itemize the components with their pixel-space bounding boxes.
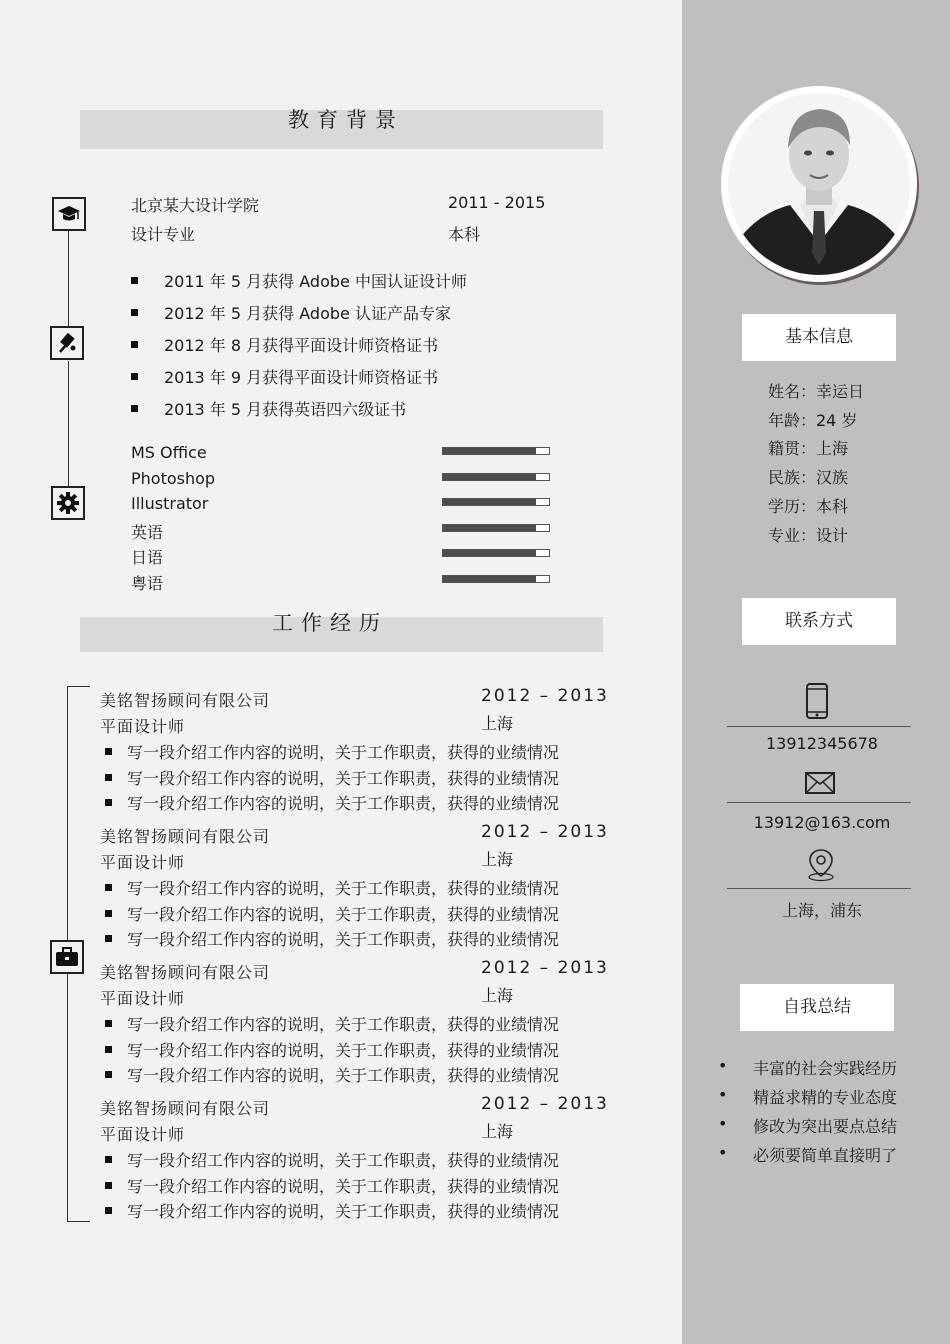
skill-bar-fill bbox=[443, 525, 536, 531]
mail-icon bbox=[805, 772, 835, 798]
basic-info-item: 民族：汉族 bbox=[768, 468, 849, 488]
skill-name: 英语 bbox=[131, 522, 164, 542]
bullet: • bbox=[718, 1114, 728, 1133]
job-duty: 写一段介绍工作内容的说明，关于工作职责，获得的业绩情况 bbox=[127, 1202, 560, 1222]
major: 设计专业 bbox=[131, 225, 196, 244]
skill-bar bbox=[442, 575, 550, 583]
contact-label: 联系方式 bbox=[742, 598, 896, 645]
job-city: 上海 bbox=[481, 714, 514, 733]
profile-photo bbox=[728, 93, 910, 275]
bullet bbox=[105, 1020, 112, 1027]
skill-bar bbox=[442, 524, 550, 532]
graduation-cap-icon bbox=[52, 197, 86, 231]
school-name: 北京某大设计学院 bbox=[131, 196, 260, 215]
skill-bar-fill bbox=[443, 448, 536, 454]
job-duty: 写一段介绍工作内容的说明，关于工作职责，获得的业绩情况 bbox=[127, 879, 560, 898]
basic-info-item: 年龄：24 岁 bbox=[768, 410, 858, 430]
bullet: • bbox=[718, 1085, 728, 1104]
bullet bbox=[105, 935, 112, 942]
company-name: 美铭智扬顾问有限公司 bbox=[100, 963, 271, 982]
bullet bbox=[105, 748, 112, 755]
skill-name: MS Office bbox=[131, 443, 207, 462]
contact-divider bbox=[727, 888, 911, 889]
job-years: 2012 – 2013 bbox=[481, 1094, 609, 1114]
briefcase-icon bbox=[50, 940, 84, 974]
contact-divider bbox=[727, 726, 911, 727]
bullet bbox=[131, 277, 138, 284]
skill-name: Photoshop bbox=[131, 468, 216, 488]
job-years: 2012 – 2013 bbox=[481, 822, 609, 842]
summary-label: 自我总结 bbox=[740, 984, 894, 1031]
bullet bbox=[105, 1182, 112, 1189]
skill-name: Illustrator bbox=[131, 494, 209, 514]
skill-bar-fill bbox=[443, 576, 536, 582]
job-city: 上海 bbox=[481, 850, 514, 869]
skill-bar bbox=[442, 498, 550, 506]
certificate-icon bbox=[50, 326, 84, 360]
job-position: 平面设计师 bbox=[100, 853, 186, 872]
basic-info-label: 基本信息 bbox=[742, 314, 896, 361]
gear-icon bbox=[51, 486, 85, 520]
skill-bar bbox=[442, 549, 550, 557]
company-name: 美铭智扬顾问有限公司 bbox=[100, 1099, 271, 1118]
job-duty: 写一段介绍工作内容的说明，关于工作职责，获得的业绩情况 bbox=[127, 743, 560, 762]
summary-item: 精益求精的专业态度 bbox=[753, 1088, 898, 1107]
location-pin-icon bbox=[806, 848, 836, 886]
basic-info-item: 姓名：幸运日 bbox=[768, 382, 865, 401]
bullet bbox=[105, 1046, 112, 1053]
bullet bbox=[105, 884, 112, 891]
address: 上海，浦东 bbox=[781, 901, 862, 920]
education-title: 教育背景 bbox=[288, 108, 404, 132]
email-address: 13912@163.com bbox=[753, 813, 891, 832]
skill-bar-fill bbox=[443, 550, 536, 556]
job-position: 平面设计师 bbox=[100, 989, 186, 1008]
contact-divider bbox=[727, 802, 911, 803]
basic-info-item: 学历：本科 bbox=[768, 496, 849, 516]
bullet bbox=[105, 1071, 112, 1078]
award-item: 2013 年 5 月获得英语四六级证书 bbox=[164, 400, 407, 419]
job-duty: 写一段介绍工作内容的说明，关于工作职责，获得的业绩情况 bbox=[127, 768, 560, 788]
phone-number: 13912345678 bbox=[766, 734, 878, 753]
skill-name: 日语 bbox=[131, 548, 164, 568]
skill-bar-fill bbox=[443, 499, 536, 505]
timeline-line bbox=[68, 361, 69, 486]
basic-info-item: 籍贯：上海 bbox=[768, 439, 849, 459]
award-item: 2012 年 5 月获得 Adobe 认证产品专家 bbox=[164, 304, 451, 323]
job-duty: 写一段介绍工作内容的说明，关于工作职责，获得的业绩情况 bbox=[127, 1015, 560, 1034]
summary-item: 修改为突出要点总结 bbox=[753, 1117, 898, 1136]
job-duty: 写一段介绍工作内容的说明，关于工作职责，获得的业绩情况 bbox=[127, 904, 560, 924]
job-city: 上海 bbox=[481, 986, 514, 1005]
award-item: 2012 年 8 月获得平面设计师资格证书 bbox=[164, 336, 439, 355]
bullet: • bbox=[718, 1143, 728, 1162]
bullet bbox=[131, 309, 138, 316]
education-years: 2011 - 2015 bbox=[448, 193, 546, 212]
job-duty: 写一段介绍工作内容的说明，关于工作职责，获得的业绩情况 bbox=[127, 1066, 560, 1086]
bullet: • bbox=[718, 1056, 728, 1075]
degree: 本科 bbox=[448, 225, 481, 244]
bullet bbox=[105, 1156, 112, 1163]
bullet bbox=[131, 373, 138, 380]
skill-bar bbox=[442, 473, 550, 481]
timeline-line bbox=[68, 231, 69, 326]
summary-item: 丰富的社会实践经历 bbox=[753, 1059, 898, 1078]
bullet bbox=[131, 405, 138, 412]
job-duty: 写一段介绍工作内容的说明，关于工作职责，获得的业绩情况 bbox=[127, 1176, 560, 1196]
job-city: 上海 bbox=[481, 1122, 514, 1141]
company-name: 美铭智扬顾问有限公司 bbox=[100, 691, 271, 710]
skill-name: 粤语 bbox=[131, 574, 164, 593]
job-duty: 写一段介绍工作内容的说明，关于工作职责，获得的业绩情况 bbox=[127, 1151, 560, 1170]
bullet bbox=[131, 341, 138, 348]
bullet bbox=[105, 799, 112, 806]
phone-icon bbox=[806, 683, 828, 723]
award-item: 2011 年 5 月获得 Adobe 中国认证设计师 bbox=[164, 272, 467, 291]
work-title: 工作经历 bbox=[272, 611, 388, 635]
job-years: 2012 – 2013 bbox=[481, 686, 609, 706]
job-position: 平面设计师 bbox=[100, 1125, 186, 1144]
award-item: 2013 年 9 月获得平面设计师资格证书 bbox=[164, 368, 439, 387]
summary-item: 必须要简单直接明了 bbox=[753, 1146, 898, 1165]
job-position: 平面设计师 bbox=[100, 717, 186, 736]
bullet bbox=[105, 1207, 112, 1214]
job-duty: 写一段介绍工作内容的说明，关于工作职责，获得的业绩情况 bbox=[127, 794, 560, 814]
job-years: 2012 – 2013 bbox=[481, 958, 609, 978]
company-name: 美铭智扬顾问有限公司 bbox=[100, 827, 271, 846]
job-duty: 写一段介绍工作内容的说明，关于工作职责，获得的业绩情况 bbox=[127, 1040, 560, 1060]
basic-info-item: 专业：设计 bbox=[768, 525, 849, 545]
bullet bbox=[105, 774, 112, 781]
bullet bbox=[105, 910, 112, 917]
job-duty: 写一段介绍工作内容的说明，关于工作职责，获得的业绩情况 bbox=[127, 930, 560, 950]
skill-bar bbox=[442, 447, 550, 455]
skill-bar-fill bbox=[443, 474, 536, 480]
